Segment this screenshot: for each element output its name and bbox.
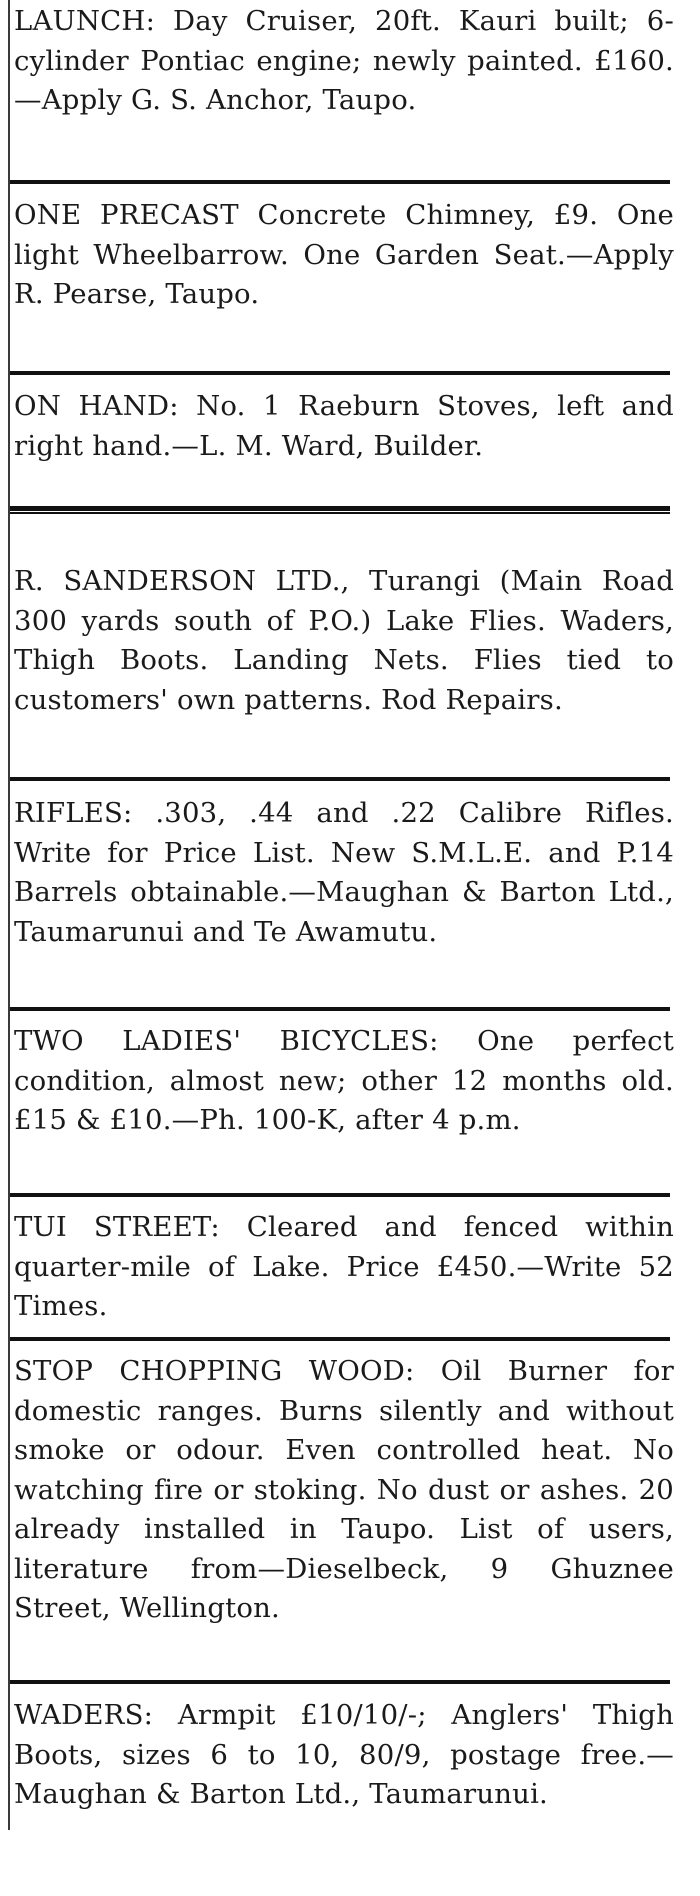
ad-tui-street: TUI STREET: Cleared and fenced within quarter-mile of Lake. Price £450.—Write 52 Times. (14, 1211, 674, 1322)
ad-bicycles: TWO LADIES' BICYCLES: One perfect condition, almost new; other 12 months old. £15 & £10.—Ph. 100-K, after 4 p.m. (14, 1025, 674, 1136)
ad-divider (10, 1193, 670, 1197)
ad-precast-chimney: ONE PRECAST Concrete Chimney, £9. One light Wheelbarrow. One Garden Seat.—Apply R. Pearse, Taupo. (14, 199, 674, 310)
ad-divider (10, 1007, 670, 1011)
ad-divider (10, 1680, 670, 1684)
ad-stop-chopping-wood: STOP CHOPPING WOOD: Oil Burner for domestic ranges. Burns silently and without smoke or odour. Even controlled heat. No watching fire or stoking. No dust or ashes. 20 already installed in Taupo. List of users, literature from—Dieselbeck, 9 Ghuznee Street, Wellington. (14, 1355, 674, 1624)
ad-divider-double (10, 506, 670, 511)
ad-sanderson: R. SANDERSON LTD., Turangi (Main Road 300 yards south of P.O.) Lake Flies. Waders, Thigh Boots. Landing Nets. Flies tied to customers' own patterns. Rod Repairs. (14, 565, 674, 716)
ad-rifles: RIFLES: .303, .44 and .22 Calibre Rifles. Write for Price List. New S.M.L.E. and P.14 Barrels obtainable.—Maughan & Barton Ltd., Taumarunui and Te Awamutu. (14, 797, 674, 948)
ad-waders: WADERS: Armpit £10/10/-; Anglers' Thigh Boots, sizes 6 to 10, 80/9, postage free.—Maughan & Barton Ltd., Taumarunui. (14, 1699, 674, 1810)
ad-divider (10, 777, 670, 781)
column-margin-rule (8, 0, 10, 1830)
ad-divider (10, 180, 670, 184)
ad-launch: LAUNCH: Day Cruiser, 20ft. Kauri built; 6-cylinder Pontiac engine; newly painted. £160.—Apply G. S. Anchor, Taupo. (14, 5, 674, 116)
ad-divider (10, 1337, 670, 1341)
ad-divider (10, 371, 670, 375)
ad-on-hand-stoves: ON HAND: No. 1 Raeburn Stoves, left and right hand.—L. M. Ward, Builder. (14, 390, 674, 462)
